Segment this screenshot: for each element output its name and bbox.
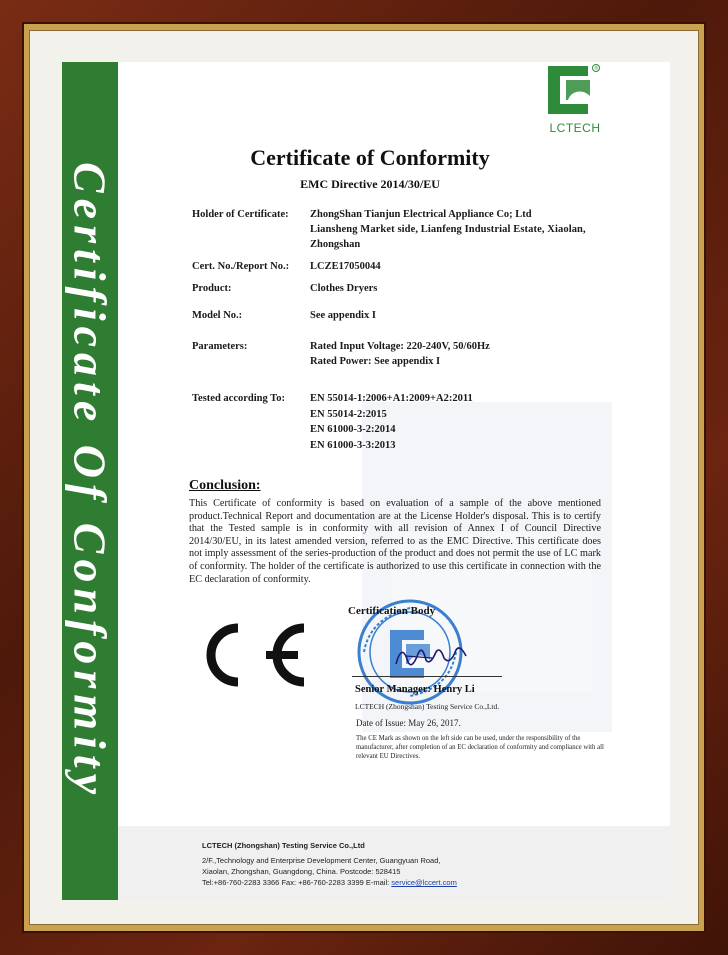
- certification-body-label: Certification Body: [348, 605, 436, 617]
- rated-power: Rated Power: See appendix I: [310, 356, 441, 367]
- side-banner-text: Certificate Of Conformity: [64, 161, 116, 801]
- field-value-product: Clothes Dryers: [310, 283, 378, 294]
- standard-item: EN 61000-3-2:2014: [310, 424, 396, 435]
- signature-line: [352, 676, 502, 677]
- conclusion-heading: Conclusion:: [189, 478, 261, 493]
- footer-contact: [202, 840, 457, 888]
- holder-address: Liansheng Market side, Lianfeng Industrial Estate, Xiaolan,: [310, 224, 586, 235]
- field-label-model: Model No.:: [192, 310, 243, 321]
- footer-address-line2: Xiaolan, Zhongshan, Guangdong, China. Postcode: 528415: [202, 867, 401, 876]
- signer-company: LCTECH (Zhongshan) Testing Service Co.,Ltd.: [355, 702, 500, 711]
- holder-city: Zhongshan: [310, 239, 361, 250]
- lctech-logo-icon: [544, 60, 604, 120]
- registered-mark: ®: [594, 66, 599, 72]
- footer-company: LCTECH (Zhongshan) Testing Service Co.,Ltd: [202, 841, 365, 850]
- footer-address-line1: 2/F.,Technology and Enterprise Development Center, Guangyuan Road,: [202, 856, 441, 865]
- field-label-cert-no: Cert. No./Report No.:: [192, 261, 290, 272]
- standard-item: EN 61000-3-3:2013: [310, 439, 396, 451]
- logo-name: LCTECH: [549, 121, 601, 135]
- field-value-standards: [310, 391, 606, 453]
- field-value-cert-no: LCZE17050044: [310, 261, 381, 272]
- standard-item: EN 55014-2:2015: [310, 408, 387, 420]
- ce-mark-icon: [186, 620, 316, 690]
- handwritten-signature: [392, 636, 472, 676]
- footer-contact-line: [202, 877, 457, 888]
- ce-mark-note: The CE Mark as shown on the left side can be used, under the responsibility of the manufacturer, after completion of an EC declaration of conformity and compliance with all relevant EU Directives.: [356, 735, 604, 760]
- footer-email-link[interactable]: service@lccert.com: [391, 878, 457, 887]
- issue-date: Date of Issue: May 26, 2017.: [356, 718, 461, 728]
- page-title: Certificate of Conformity: [250, 145, 490, 170]
- standard-item: EN 55014-1:2006+A1:2009+A2:2011: [310, 393, 473, 404]
- signer-name: Senior Manager: Henry Li: [355, 684, 475, 695]
- field-label-product: Product:: [192, 283, 232, 294]
- rated-voltage: Rated Input Voltage: 220-240V, 50/60Hz: [310, 341, 490, 352]
- field-label-parameters: Parameters:: [192, 341, 248, 352]
- field-label-standards: Tested according To:: [192, 393, 285, 404]
- field-value-parameters: [310, 339, 606, 369]
- page-subtitle: EMC Directive 2014/30/EU: [300, 177, 440, 191]
- field-value-model: See appendix I: [310, 310, 376, 321]
- footer-phone-fax: Tel:+86-760-2283 3366 Fax: +86-760-2283 3399 E-mail:: [202, 878, 392, 887]
- field-label-holder: Holder of Certificate:: [192, 209, 289, 220]
- field-value-holder: [310, 207, 606, 252]
- holder-name: ZhongShan Tianjun Electrical Appliance Co; Ltd: [310, 209, 532, 220]
- conclusion-text: This Certificate of conformity is based on evaluation of a sample of the above mentioned product.Technical Report and documentation are at the License Holder's disposal. This is to certify that the Tested sample is in conformity with all revision of Annex I of Council Directive 2014/30/EU, in its latest amended version, referred to as the EMC Directive. This certificate does not imply assessment of the series-production of the product and does not permit the use of LC mark of conformity. The holder of the certificate is authorized to use this certificate in connection with the EC declaration of conformity.: [189, 498, 601, 585]
